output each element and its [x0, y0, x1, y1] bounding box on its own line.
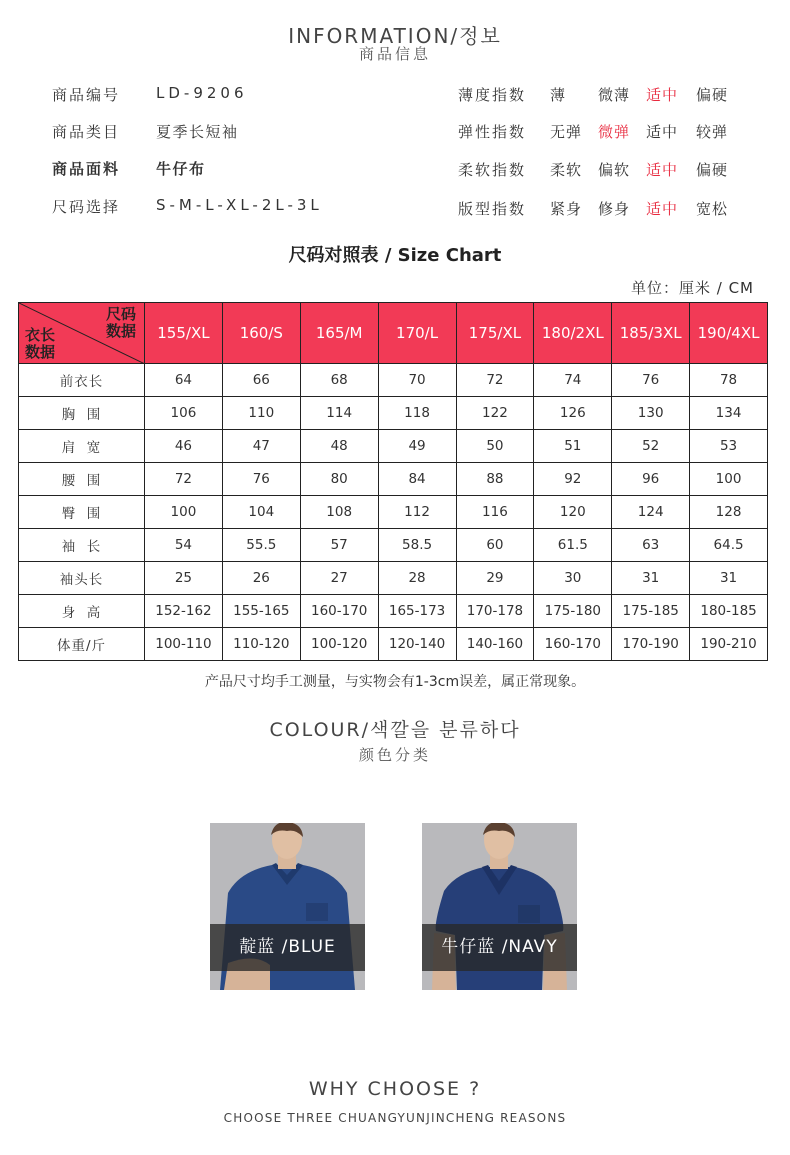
info-section-title: INFORMATION/정보 — [288, 24, 502, 48]
color-swatch-navy[interactable] — [422, 823, 577, 990]
table-cell: 155-165 — [222, 595, 300, 628]
table-cell: 76 — [612, 364, 690, 397]
size-header-cell: 190/4XL — [690, 303, 768, 364]
index-option: 偏硬 — [696, 161, 729, 179]
table-cell: 88 — [456, 463, 534, 496]
attr-label: 商品编号 — [52, 86, 121, 104]
why-section-title: WHY CHOOSE ? — [308, 1078, 482, 1100]
colour-section-subtitle: 颜色分类 — [358, 746, 431, 764]
table-cell: 110-120 — [222, 628, 300, 661]
table-cell: 46 — [145, 430, 223, 463]
table-cell: 120 — [534, 496, 612, 529]
table-cell: 74 — [534, 364, 612, 397]
table-cell: 29 — [456, 562, 534, 595]
index-option-selected: 适中 — [646, 86, 679, 104]
index-option: 偏软 — [598, 161, 631, 179]
unit-label: 单位：厘米 / CM — [630, 279, 754, 297]
row-label: 前衣长 — [19, 364, 145, 397]
table-cell: 48 — [300, 430, 378, 463]
table-cell: 26 — [222, 562, 300, 595]
table-cell: 76 — [222, 463, 300, 496]
table-cell: 78 — [690, 364, 768, 397]
size-header-cell: 160/S — [222, 303, 300, 364]
index-label: 版型指数 — [458, 200, 527, 218]
row-label: 体重/斤 — [19, 628, 145, 661]
index-option: 薄 — [550, 86, 567, 104]
table-cell: 134 — [690, 397, 768, 430]
table-cell: 27 — [300, 562, 378, 595]
table-row — [19, 628, 768, 661]
table-cell: 84 — [378, 463, 456, 496]
table-cell: 72 — [456, 364, 534, 397]
swatch-label: 牛仔蓝 /NAVY — [422, 924, 577, 971]
index-label: 柔软指数 — [458, 161, 527, 179]
corner-bottom-line: 数据 — [25, 343, 56, 361]
attr-value: S-M-L-XL-2L-3L — [156, 196, 323, 214]
size-header-cell: 155/XL — [145, 303, 223, 364]
table-cell: 170-190 — [612, 628, 690, 661]
table-cell: 122 — [456, 397, 534, 430]
table-cell: 68 — [300, 364, 378, 397]
why-section-subtitle: CHOOSE THREE CHUANGYUNJINCHENG REASONS — [223, 1111, 567, 1125]
table-cell: 180-185 — [690, 595, 768, 628]
table-cell: 60 — [456, 529, 534, 562]
table-cell: 126 — [534, 397, 612, 430]
row-label: 腰 围 — [19, 463, 145, 496]
table-cell: 110 — [222, 397, 300, 430]
size-table — [18, 302, 768, 661]
index-option: 宽松 — [696, 200, 729, 218]
table-cell: 100 — [690, 463, 768, 496]
attr-label: 商品类目 — [52, 123, 121, 141]
corner-bottom-line: 衣长 — [25, 326, 56, 344]
table-cell: 50 — [456, 430, 534, 463]
table-row — [19, 397, 768, 430]
row-label: 袖头长 — [19, 562, 145, 595]
table-cell: 114 — [300, 397, 378, 430]
table-cell: 175-180 — [534, 595, 612, 628]
size-header-cell: 185/3XL — [612, 303, 690, 364]
corner-top-line: 数据 — [105, 322, 136, 340]
row-label: 袖 长 — [19, 529, 145, 562]
table-cell: 108 — [300, 496, 378, 529]
table-cell: 61.5 — [534, 529, 612, 562]
corner-top-line: 尺码 — [105, 305, 136, 323]
table-cell: 130 — [612, 397, 690, 430]
table-cell: 124 — [612, 496, 690, 529]
table-cell: 52 — [612, 430, 690, 463]
table-cell: 104 — [222, 496, 300, 529]
table-cell: 66 — [222, 364, 300, 397]
index-option: 紧身 — [550, 200, 583, 218]
corner-top-label — [106, 306, 136, 340]
table-cell: 106 — [145, 397, 223, 430]
index-option: 偏硬 — [696, 86, 729, 104]
table-cell: 63 — [612, 529, 690, 562]
table-cell: 100-120 — [300, 628, 378, 661]
index-option: 修身 — [598, 200, 631, 218]
table-cell: 72 — [145, 463, 223, 496]
table-cell: 160-170 — [534, 628, 612, 661]
attr-value: LD-9206 — [156, 84, 248, 102]
table-cell: 31 — [612, 562, 690, 595]
table-cell: 55.5 — [222, 529, 300, 562]
table-cell: 175-185 — [612, 595, 690, 628]
index-option: 微薄 — [598, 86, 631, 104]
size-header-row — [19, 303, 768, 364]
table-cell: 112 — [378, 496, 456, 529]
colour-section-title: COLOUR/색깔을 분류하다 — [269, 719, 521, 741]
table-cell: 96 — [612, 463, 690, 496]
index-option-selected: 微弹 — [598, 123, 631, 141]
table-cell: 165-173 — [378, 595, 456, 628]
attr-label: 尺码选择 — [52, 198, 121, 216]
index-option-selected: 适中 — [646, 200, 679, 218]
table-cell: 28 — [378, 562, 456, 595]
index-label: 弹性指数 — [458, 123, 527, 141]
index-label: 薄度指数 — [458, 86, 527, 104]
corner-bottom-label — [25, 327, 55, 361]
row-label: 臀 围 — [19, 496, 145, 529]
attr-value: 牛仔布 — [156, 160, 206, 178]
index-option: 柔软 — [550, 161, 583, 179]
table-cell: 70 — [378, 364, 456, 397]
table-cell: 58.5 — [378, 529, 456, 562]
table-cell: 47 — [222, 430, 300, 463]
table-cell: 31 — [690, 562, 768, 595]
table-row — [19, 430, 768, 463]
table-cell: 100 — [145, 496, 223, 529]
info-section-subtitle: 商品信息 — [358, 45, 431, 63]
table-cell: 128 — [690, 496, 768, 529]
table-cell: 64.5 — [690, 529, 768, 562]
table-row — [19, 562, 768, 595]
table-cell: 64 — [145, 364, 223, 397]
row-label: 胸 围 — [19, 397, 145, 430]
table-cell: 49 — [378, 430, 456, 463]
row-label: 肩 宽 — [19, 430, 145, 463]
table-row — [19, 529, 768, 562]
size-header-cell: 170/L — [378, 303, 456, 364]
table-row — [19, 595, 768, 628]
table-cell: 30 — [534, 562, 612, 595]
size-header-cell: 175/XL — [456, 303, 534, 364]
index-option-selected: 适中 — [646, 161, 679, 179]
table-row — [19, 496, 768, 529]
table-row — [19, 364, 768, 397]
table-cell: 80 — [300, 463, 378, 496]
table-row — [19, 463, 768, 496]
row-label: 身 高 — [19, 595, 145, 628]
index-option: 适中 — [646, 123, 679, 141]
index-option: 无弹 — [550, 123, 583, 141]
size-header-cell: 180/2XL — [534, 303, 612, 364]
attr-value: 夏季长短袖 — [156, 123, 239, 141]
index-option: 较弹 — [696, 123, 729, 141]
size-table-body — [19, 364, 768, 661]
table-cell: 170-178 — [456, 595, 534, 628]
size-header-cell: 165/M — [300, 303, 378, 364]
table-cell: 152-162 — [145, 595, 223, 628]
table-cell: 120-140 — [378, 628, 456, 661]
table-cell: 92 — [534, 463, 612, 496]
attr-label: 商品面料 — [52, 160, 121, 178]
corner-cell — [19, 303, 145, 364]
table-cell: 116 — [456, 496, 534, 529]
table-cell: 54 — [145, 529, 223, 562]
table-cell: 57 — [300, 529, 378, 562]
measurement-note: 产品尺寸均手工测量，与实物会有1-3cm误差，属正常现象。 — [204, 674, 586, 690]
table-cell: 160-170 — [300, 595, 378, 628]
table-cell: 53 — [690, 430, 768, 463]
table-cell: 100-110 — [145, 628, 223, 661]
table-cell: 190-210 — [690, 628, 768, 661]
table-cell: 25 — [145, 562, 223, 595]
table-cell: 51 — [534, 430, 612, 463]
table-cell: 140-160 — [456, 628, 534, 661]
size-chart-heading: 尺码对照表 / Size Chart — [288, 245, 502, 266]
swatch-label: 靛蓝 /BLUE — [210, 924, 365, 971]
color-swatch-blue[interactable] — [210, 823, 365, 990]
table-cell: 118 — [378, 397, 456, 430]
